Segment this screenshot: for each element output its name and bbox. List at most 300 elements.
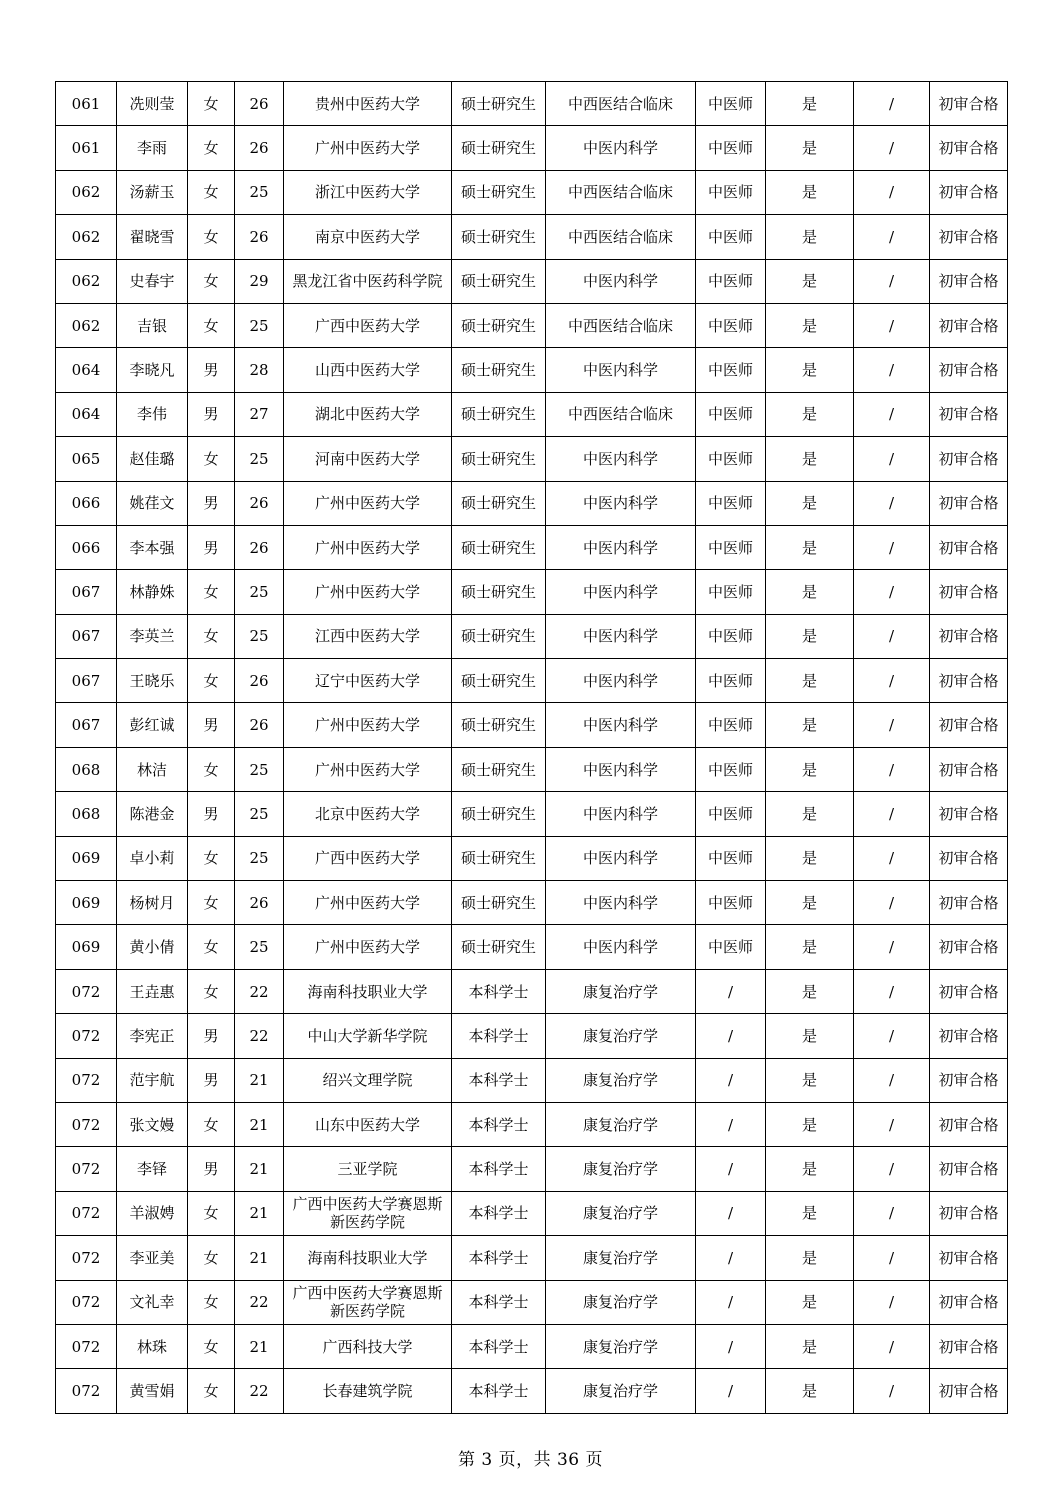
cell-age: 25 bbox=[235, 614, 284, 658]
table-row bbox=[56, 437, 1008, 481]
cell-school: 辽宁中医药大学 bbox=[284, 659, 452, 703]
cell-post-code: 067 bbox=[56, 703, 117, 747]
cell-qualification: 中医师 bbox=[696, 747, 766, 791]
cell-condition-match: 是 bbox=[766, 881, 854, 925]
cell-degree: 硕士研究生 bbox=[452, 126, 546, 170]
table-row bbox=[56, 126, 1008, 170]
cell-name: 汤薪玉 bbox=[117, 170, 188, 214]
cell-condition-match: 是 bbox=[766, 1191, 854, 1235]
cell-name: 姚荏文 bbox=[117, 481, 188, 525]
cell-condition-match: 是 bbox=[766, 392, 854, 436]
cell-post-code: 072 bbox=[56, 1102, 117, 1146]
cell-major: 康复治疗学 bbox=[546, 1058, 696, 1102]
cell-major: 中医内科学 bbox=[546, 792, 696, 836]
cell-gender: 男 bbox=[188, 792, 235, 836]
cell-age: 29 bbox=[235, 259, 284, 303]
cell-name: 林珠 bbox=[117, 1324, 188, 1368]
cell-gender: 女 bbox=[188, 1102, 235, 1146]
cell-major: 中医内科学 bbox=[546, 925, 696, 969]
cell-qualification: 中医师 bbox=[696, 82, 766, 126]
cell-name: 陈港金 bbox=[117, 792, 188, 836]
table-row bbox=[56, 82, 1008, 126]
cell-age: 21 bbox=[235, 1102, 284, 1146]
cell-major: 中医内科学 bbox=[546, 481, 696, 525]
cell-note: / bbox=[854, 348, 930, 392]
cell-review-result: 初审合格 bbox=[930, 703, 1008, 747]
cell-degree: 硕士研究生 bbox=[452, 215, 546, 259]
cell-major: 中医内科学 bbox=[546, 570, 696, 614]
cell-degree: 硕士研究生 bbox=[452, 82, 546, 126]
cell-name: 赵佳璐 bbox=[117, 437, 188, 481]
cell-condition-match: 是 bbox=[766, 1014, 854, 1058]
cell-note: / bbox=[854, 303, 930, 347]
cell-post-code: 072 bbox=[56, 1014, 117, 1058]
cell-school: 山东中医药大学 bbox=[284, 1102, 452, 1146]
cell-qualification: 中医师 bbox=[696, 614, 766, 658]
table-row bbox=[56, 259, 1008, 303]
cell-school: 北京中医药大学 bbox=[284, 792, 452, 836]
cell-review-result: 初审合格 bbox=[930, 969, 1008, 1013]
cell-age: 25 bbox=[235, 792, 284, 836]
cell-school: 广州中医药大学 bbox=[284, 481, 452, 525]
cell-degree: 本科学士 bbox=[452, 1014, 546, 1058]
cell-degree: 本科学士 bbox=[452, 1236, 546, 1280]
candidate-table bbox=[55, 81, 1008, 1414]
table-row bbox=[56, 747, 1008, 791]
cell-name: 文礼幸 bbox=[117, 1280, 188, 1324]
cell-post-code: 062 bbox=[56, 303, 117, 347]
cell-degree: 硕士研究生 bbox=[452, 170, 546, 214]
cell-post-code: 072 bbox=[56, 969, 117, 1013]
table-row bbox=[56, 303, 1008, 347]
cell-age: 26 bbox=[235, 703, 284, 747]
cell-name: 羊淑娉 bbox=[117, 1191, 188, 1235]
cell-school: 海南科技职业大学 bbox=[284, 1236, 452, 1280]
cell-name: 黄雪娟 bbox=[117, 1369, 188, 1413]
cell-qualification: / bbox=[696, 1014, 766, 1058]
cell-condition-match: 是 bbox=[766, 259, 854, 303]
cell-gender: 男 bbox=[188, 525, 235, 569]
cell-name: 林静姝 bbox=[117, 570, 188, 614]
cell-condition-match: 是 bbox=[766, 792, 854, 836]
table-row bbox=[56, 659, 1008, 703]
cell-qualification: / bbox=[696, 1369, 766, 1413]
cell-school: 广西科技大学 bbox=[284, 1324, 452, 1368]
cell-gender: 男 bbox=[188, 703, 235, 747]
cell-review-result: 初审合格 bbox=[930, 1102, 1008, 1146]
cell-school: 山西中医药大学 bbox=[284, 348, 452, 392]
cell-post-code: 061 bbox=[56, 82, 117, 126]
cell-age: 28 bbox=[235, 348, 284, 392]
cell-gender: 女 bbox=[188, 614, 235, 658]
cell-major: 康复治疗学 bbox=[546, 1324, 696, 1368]
cell-post-code: 068 bbox=[56, 792, 117, 836]
table-row bbox=[56, 1369, 1008, 1413]
cell-condition-match: 是 bbox=[766, 703, 854, 747]
cell-school: 广西中医药大学赛恩斯新医药学院 bbox=[284, 1191, 452, 1235]
cell-degree: 硕士研究生 bbox=[452, 525, 546, 569]
cell-qualification: 中医师 bbox=[696, 215, 766, 259]
cell-qualification: 中医师 bbox=[696, 126, 766, 170]
cell-post-code: 072 bbox=[56, 1147, 117, 1191]
cell-condition-match: 是 bbox=[766, 170, 854, 214]
table-row bbox=[56, 215, 1008, 259]
cell-gender: 女 bbox=[188, 881, 235, 925]
cell-gender: 女 bbox=[188, 215, 235, 259]
cell-post-code: 066 bbox=[56, 481, 117, 525]
cell-degree: 硕士研究生 bbox=[452, 259, 546, 303]
table-row bbox=[56, 1191, 1008, 1235]
cell-school: 浙江中医药大学 bbox=[284, 170, 452, 214]
cell-qualification: 中医师 bbox=[696, 437, 766, 481]
cell-name: 李本强 bbox=[117, 525, 188, 569]
cell-gender: 女 bbox=[188, 969, 235, 1013]
cell-degree: 硕士研究生 bbox=[452, 392, 546, 436]
cell-degree: 硕士研究生 bbox=[452, 614, 546, 658]
table-row bbox=[56, 525, 1008, 569]
table-row bbox=[56, 170, 1008, 214]
cell-major: 中西医结合临床 bbox=[546, 215, 696, 259]
cell-review-result: 初审合格 bbox=[930, 82, 1008, 126]
cell-condition-match: 是 bbox=[766, 303, 854, 347]
cell-age: 21 bbox=[235, 1058, 284, 1102]
cell-degree: 硕士研究生 bbox=[452, 836, 546, 880]
cell-school: 广州中医药大学 bbox=[284, 881, 452, 925]
cell-major: 康复治疗学 bbox=[546, 1102, 696, 1146]
cell-degree: 硕士研究生 bbox=[452, 570, 546, 614]
cell-condition-match: 是 bbox=[766, 659, 854, 703]
cell-review-result: 初审合格 bbox=[930, 1280, 1008, 1324]
cell-gender: 女 bbox=[188, 659, 235, 703]
cell-name: 李伟 bbox=[117, 392, 188, 436]
cell-note: / bbox=[854, 836, 930, 880]
cell-name: 李雨 bbox=[117, 126, 188, 170]
cell-degree: 硕士研究生 bbox=[452, 481, 546, 525]
cell-name: 彭红诚 bbox=[117, 703, 188, 747]
cell-gender: 女 bbox=[188, 747, 235, 791]
cell-name: 王垚惠 bbox=[117, 969, 188, 1013]
cell-major: 康复治疗学 bbox=[546, 1191, 696, 1235]
cell-post-code: 068 bbox=[56, 747, 117, 791]
cell-name: 卓小莉 bbox=[117, 836, 188, 880]
cell-name: 李亚美 bbox=[117, 1236, 188, 1280]
cell-qualification: 中医师 bbox=[696, 836, 766, 880]
cell-gender: 男 bbox=[188, 1058, 235, 1102]
cell-note: / bbox=[854, 481, 930, 525]
cell-degree: 本科学士 bbox=[452, 1102, 546, 1146]
cell-age: 26 bbox=[235, 659, 284, 703]
cell-major: 中医内科学 bbox=[546, 659, 696, 703]
cell-post-code: 069 bbox=[56, 881, 117, 925]
cell-name: 史春宇 bbox=[117, 259, 188, 303]
cell-age: 21 bbox=[235, 1147, 284, 1191]
cell-condition-match: 是 bbox=[766, 1369, 854, 1413]
cell-note: / bbox=[854, 659, 930, 703]
cell-gender: 男 bbox=[188, 481, 235, 525]
cell-school: 广州中医药大学 bbox=[284, 925, 452, 969]
cell-note: / bbox=[854, 792, 930, 836]
cell-name: 张文嫚 bbox=[117, 1102, 188, 1146]
cell-name: 冼则莹 bbox=[117, 82, 188, 126]
cell-degree: 硕士研究生 bbox=[452, 792, 546, 836]
cell-age: 25 bbox=[235, 925, 284, 969]
cell-major: 中医内科学 bbox=[546, 703, 696, 747]
cell-major: 康复治疗学 bbox=[546, 1369, 696, 1413]
cell-post-code: 072 bbox=[56, 1324, 117, 1368]
cell-condition-match: 是 bbox=[766, 1236, 854, 1280]
cell-degree: 硕士研究生 bbox=[452, 747, 546, 791]
cell-degree: 本科学士 bbox=[452, 1280, 546, 1324]
cell-review-result: 初审合格 bbox=[930, 1324, 1008, 1368]
cell-degree: 本科学士 bbox=[452, 1191, 546, 1235]
cell-review-result: 初审合格 bbox=[930, 792, 1008, 836]
cell-review-result: 初审合格 bbox=[930, 836, 1008, 880]
cell-school: 江西中医药大学 bbox=[284, 614, 452, 658]
cell-name: 李宪正 bbox=[117, 1014, 188, 1058]
cell-review-result: 初审合格 bbox=[930, 259, 1008, 303]
table-row bbox=[56, 836, 1008, 880]
cell-major: 中医内科学 bbox=[546, 437, 696, 481]
cell-review-result: 初审合格 bbox=[930, 348, 1008, 392]
cell-gender: 女 bbox=[188, 1191, 235, 1235]
cell-school: 湖北中医药大学 bbox=[284, 392, 452, 436]
cell-review-result: 初审合格 bbox=[930, 1369, 1008, 1413]
cell-gender: 男 bbox=[188, 348, 235, 392]
cell-gender: 女 bbox=[188, 1280, 235, 1324]
cell-degree: 本科学士 bbox=[452, 1147, 546, 1191]
cell-condition-match: 是 bbox=[766, 836, 854, 880]
cell-gender: 女 bbox=[188, 303, 235, 347]
cell-note: / bbox=[854, 392, 930, 436]
cell-post-code: 067 bbox=[56, 659, 117, 703]
cell-degree: 硕士研究生 bbox=[452, 881, 546, 925]
cell-school: 广西中医药大学 bbox=[284, 836, 452, 880]
cell-age: 22 bbox=[235, 1014, 284, 1058]
cell-review-result: 初审合格 bbox=[930, 1147, 1008, 1191]
cell-post-code: 072 bbox=[56, 1236, 117, 1280]
cell-school: 广州中医药大学 bbox=[284, 703, 452, 747]
cell-name: 杨树月 bbox=[117, 881, 188, 925]
cell-qualification: 中医师 bbox=[696, 348, 766, 392]
cell-condition-match: 是 bbox=[766, 82, 854, 126]
cell-note: / bbox=[854, 703, 930, 747]
cell-age: 26 bbox=[235, 126, 284, 170]
cell-major: 中医内科学 bbox=[546, 126, 696, 170]
cell-age: 21 bbox=[235, 1236, 284, 1280]
cell-condition-match: 是 bbox=[766, 1280, 854, 1324]
cell-post-code: 072 bbox=[56, 1058, 117, 1102]
cell-gender: 女 bbox=[188, 1236, 235, 1280]
cell-post-code: 065 bbox=[56, 437, 117, 481]
table-row bbox=[56, 614, 1008, 658]
cell-school: 广州中医药大学 bbox=[284, 525, 452, 569]
cell-note: / bbox=[854, 525, 930, 569]
cell-name: 范宇航 bbox=[117, 1058, 188, 1102]
cell-age: 21 bbox=[235, 1191, 284, 1235]
cell-major: 中西医结合临床 bbox=[546, 303, 696, 347]
cell-major: 中医内科学 bbox=[546, 259, 696, 303]
cell-age: 21 bbox=[235, 1324, 284, 1368]
cell-qualification: 中医师 bbox=[696, 481, 766, 525]
cell-degree: 本科学士 bbox=[452, 1058, 546, 1102]
cell-post-code: 069 bbox=[56, 836, 117, 880]
cell-school: 广州中医药大学 bbox=[284, 570, 452, 614]
cell-age: 26 bbox=[235, 525, 284, 569]
cell-qualification: 中医师 bbox=[696, 259, 766, 303]
cell-review-result: 初审合格 bbox=[930, 126, 1008, 170]
cell-review-result: 初审合格 bbox=[930, 925, 1008, 969]
cell-qualification: / bbox=[696, 1236, 766, 1280]
cell-post-code: 064 bbox=[56, 392, 117, 436]
cell-gender: 男 bbox=[188, 1014, 235, 1058]
cell-degree: 硕士研究生 bbox=[452, 925, 546, 969]
cell-qualification: / bbox=[696, 1324, 766, 1368]
cell-name: 吉银 bbox=[117, 303, 188, 347]
cell-major: 中西医结合临床 bbox=[546, 170, 696, 214]
cell-qualification: 中医师 bbox=[696, 792, 766, 836]
cell-major: 中医内科学 bbox=[546, 614, 696, 658]
cell-school: 长春建筑学院 bbox=[284, 1369, 452, 1413]
cell-major: 中医内科学 bbox=[546, 348, 696, 392]
cell-condition-match: 是 bbox=[766, 1058, 854, 1102]
cell-review-result: 初审合格 bbox=[930, 614, 1008, 658]
cell-school: 中山大学新华学院 bbox=[284, 1014, 452, 1058]
cell-gender: 女 bbox=[188, 170, 235, 214]
cell-gender: 女 bbox=[188, 126, 235, 170]
cell-gender: 男 bbox=[188, 392, 235, 436]
cell-note: / bbox=[854, 1102, 930, 1146]
cell-condition-match: 是 bbox=[766, 525, 854, 569]
cell-gender: 女 bbox=[188, 437, 235, 481]
table-row bbox=[56, 969, 1008, 1013]
cell-qualification: 中医师 bbox=[696, 570, 766, 614]
cell-school: 黑龙江省中医药科学院 bbox=[284, 259, 452, 303]
cell-condition-match: 是 bbox=[766, 1147, 854, 1191]
cell-note: / bbox=[854, 881, 930, 925]
cell-note: / bbox=[854, 1014, 930, 1058]
cell-gender: 男 bbox=[188, 1147, 235, 1191]
cell-qualification: / bbox=[696, 1280, 766, 1324]
cell-review-result: 初审合格 bbox=[930, 570, 1008, 614]
cell-condition-match: 是 bbox=[766, 925, 854, 969]
table-row bbox=[56, 1014, 1008, 1058]
cell-post-code: 072 bbox=[56, 1191, 117, 1235]
cell-condition-match: 是 bbox=[766, 437, 854, 481]
cell-name: 翟晓雪 bbox=[117, 215, 188, 259]
cell-age: 22 bbox=[235, 1280, 284, 1324]
cell-school: 绍兴文理学院 bbox=[284, 1058, 452, 1102]
cell-age: 25 bbox=[235, 836, 284, 880]
cell-post-code: 066 bbox=[56, 525, 117, 569]
cell-note: / bbox=[854, 1058, 930, 1102]
cell-name: 李晓凡 bbox=[117, 348, 188, 392]
cell-school: 广西中医药大学赛恩斯新医药学院 bbox=[284, 1280, 452, 1324]
table-row bbox=[56, 703, 1008, 747]
cell-degree: 硕士研究生 bbox=[452, 659, 546, 703]
cell-note: / bbox=[854, 437, 930, 481]
cell-major: 中医内科学 bbox=[546, 747, 696, 791]
cell-note: / bbox=[854, 1369, 930, 1413]
cell-note: / bbox=[854, 969, 930, 1013]
table-row bbox=[56, 925, 1008, 969]
cell-gender: 女 bbox=[188, 82, 235, 126]
cell-name: 黄小倩 bbox=[117, 925, 188, 969]
cell-qualification: / bbox=[696, 1058, 766, 1102]
cell-school: 海南科技职业大学 bbox=[284, 969, 452, 1013]
table-row bbox=[56, 1280, 1008, 1324]
cell-qualification: 中医师 bbox=[696, 925, 766, 969]
cell-age: 25 bbox=[235, 747, 284, 791]
table-row bbox=[56, 1324, 1008, 1368]
cell-review-result: 初审合格 bbox=[930, 1014, 1008, 1058]
cell-qualification: / bbox=[696, 1147, 766, 1191]
table-row bbox=[56, 1236, 1008, 1280]
cell-review-result: 初审合格 bbox=[930, 170, 1008, 214]
table-row bbox=[56, 1147, 1008, 1191]
cell-name: 李铎 bbox=[117, 1147, 188, 1191]
cell-qualification: 中医师 bbox=[696, 881, 766, 925]
cell-condition-match: 是 bbox=[766, 126, 854, 170]
cell-gender: 女 bbox=[188, 925, 235, 969]
cell-degree: 本科学士 bbox=[452, 969, 546, 1013]
cell-major: 康复治疗学 bbox=[546, 1147, 696, 1191]
cell-age: 26 bbox=[235, 881, 284, 925]
cell-age: 22 bbox=[235, 969, 284, 1013]
cell-qualification: 中医师 bbox=[696, 303, 766, 347]
cell-post-code: 062 bbox=[56, 215, 117, 259]
cell-review-result: 初审合格 bbox=[930, 392, 1008, 436]
cell-school: 南京中医药大学 bbox=[284, 215, 452, 259]
cell-condition-match: 是 bbox=[766, 747, 854, 791]
table-row bbox=[56, 792, 1008, 836]
cell-major: 康复治疗学 bbox=[546, 1236, 696, 1280]
cell-qualification: 中医师 bbox=[696, 525, 766, 569]
cell-degree: 硕士研究生 bbox=[452, 703, 546, 747]
cell-condition-match: 是 bbox=[766, 481, 854, 525]
cell-major: 康复治疗学 bbox=[546, 969, 696, 1013]
cell-gender: 女 bbox=[188, 836, 235, 880]
cell-gender: 女 bbox=[188, 1324, 235, 1368]
cell-name: 林洁 bbox=[117, 747, 188, 791]
cell-age: 26 bbox=[235, 481, 284, 525]
cell-school: 贵州中医药大学 bbox=[284, 82, 452, 126]
cell-review-result: 初审合格 bbox=[930, 215, 1008, 259]
cell-note: / bbox=[854, 1236, 930, 1280]
cell-degree: 硕士研究生 bbox=[452, 348, 546, 392]
cell-major: 中西医结合临床 bbox=[546, 392, 696, 436]
cell-note: / bbox=[854, 1324, 930, 1368]
cell-gender: 女 bbox=[188, 259, 235, 303]
cell-note: / bbox=[854, 126, 930, 170]
cell-review-result: 初审合格 bbox=[930, 1058, 1008, 1102]
cell-review-result: 初审合格 bbox=[930, 659, 1008, 703]
cell-degree: 本科学士 bbox=[452, 1369, 546, 1413]
cell-condition-match: 是 bbox=[766, 215, 854, 259]
cell-school: 河南中医药大学 bbox=[284, 437, 452, 481]
cell-gender: 女 bbox=[188, 570, 235, 614]
cell-note: / bbox=[854, 1147, 930, 1191]
cell-major: 中医内科学 bbox=[546, 881, 696, 925]
cell-post-code: 069 bbox=[56, 925, 117, 969]
cell-note: / bbox=[854, 170, 930, 214]
cell-school: 三亚学院 bbox=[284, 1147, 452, 1191]
cell-condition-match: 是 bbox=[766, 1102, 854, 1146]
cell-note: / bbox=[854, 215, 930, 259]
cell-condition-match: 是 bbox=[766, 1324, 854, 1368]
cell-qualification: / bbox=[696, 1191, 766, 1235]
table-row bbox=[56, 1058, 1008, 1102]
cell-qualification: 中医师 bbox=[696, 703, 766, 747]
